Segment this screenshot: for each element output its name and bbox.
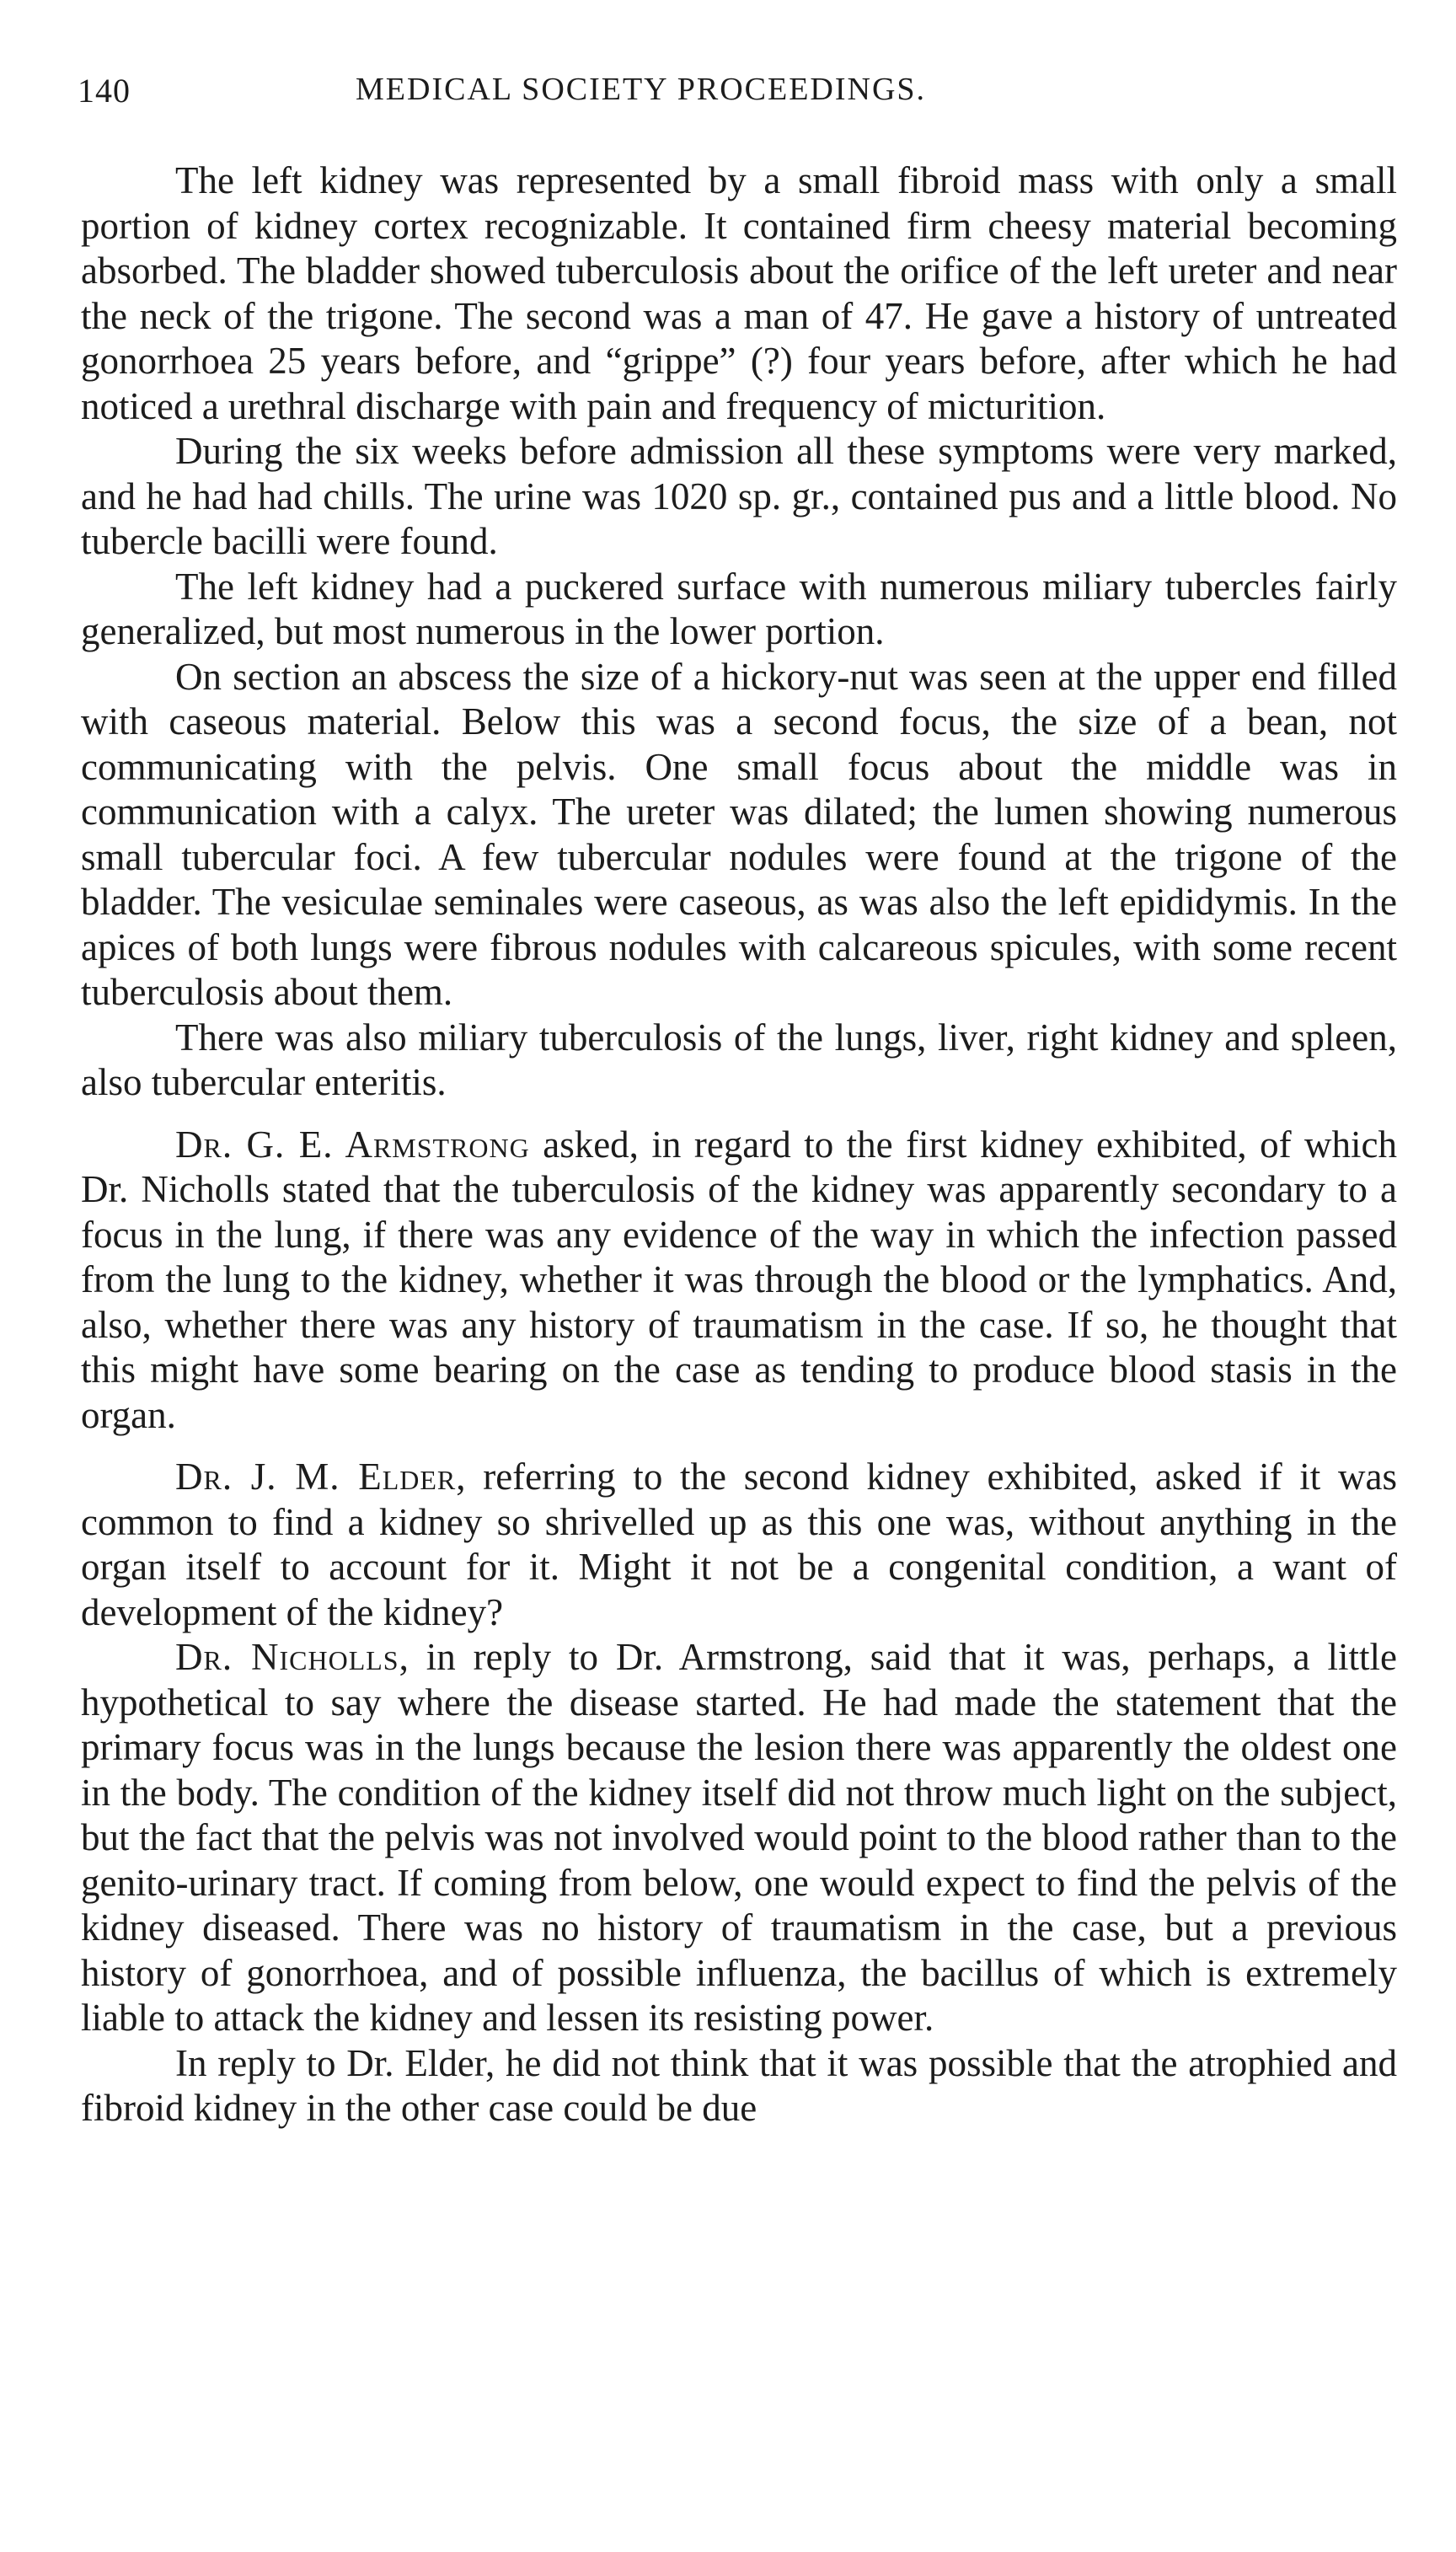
paragraph-text: , in reply to Dr. Armstrong, said that it was, perhaps, a little hypothetical to say where the disease started. He had made the statement that the primary focus was in the lungs because the lesion there was apparently the oldest one in the body. The condition of the kidney itself did not throw much light on the subject, but the fact that the pelvis was not involved would point to the blood rather than to the genito-urinary tract. If coming from below, one would expect to find the pelvis of the kidney diseased. There was no history of traumatism in the case, but a previous history of gonorrhoea, and of possible influenza, the bacillus of which is extremely liable to attack the kidney and lessen its resisting power. — [81, 1636, 1398, 2039]
speaker-name: Dr. G. E. Armstrong — [175, 1123, 530, 1166]
running-head — [78, 71, 1400, 121]
paragraph — [81, 1123, 1397, 1439]
paragraph — [81, 1016, 1397, 1106]
speaker-name: Dr. J. M. Elder — [175, 1456, 457, 1498]
paragraph — [81, 565, 1397, 655]
body-text — [81, 158, 1397, 2131]
paragraph — [81, 1635, 1397, 2041]
page-number: 140 — [78, 72, 131, 110]
paragraph — [81, 158, 1397, 429]
paragraph — [81, 429, 1397, 565]
paragraph — [81, 1455, 1397, 1635]
running-title: MEDICAL SOCIETY PROCEEDINGS. — [356, 72, 927, 107]
paragraph-text: The left kidney was represented by a small fibroid mass with only a small portion of kidney cortex recognizable. It contained firm cheesy material becoming absorbed. The bladder showed tuberculosis about the orifice of the left ureter and near the neck of the trigone. The second was a man of 47. He gave a history of untreated gonorrhoea 25 years before, and “grippe” (?) four years before, after which he had noticed a urethral discharge with pain and frequency of micturition. — [81, 159, 1397, 427]
paragraph-text: The left kidney had a puckered surface with numerous miliary tubercles fairly generalized, but most numerous in the lower portion. — [81, 565, 1397, 652]
paragraph-text: There was also miliary tuberculosis of the lungs, liver, right kidney and spleen, also tubercular enteritis. — [81, 1016, 1397, 1103]
paragraph-text: asked, in regard to the first kidney exhibited, of which Dr. Nicholls stated that the tuberculosis of the kidney was apparently secondary to a focus in the lung, if there was any evidence of the way in which the infection passed from the lung to the kidney, whether it was through the blood or the lymphatics. And, also, whether there was any history of traumatism in the case. If so, he thought that this might have some bearing on the case as tending to produce blood stasis in the organ. — [81, 1123, 1398, 1436]
paragraph-text: On section an abscess the size of a hickory-nut was seen at the upper end filled with caseous material. Below this was a second focus, the size of a bean, not communicating with the pelvis. One small focus about the middle was in communication with a calyx. The ureter was dilated; the lumen showing numerous small tubercular foci. A few tubercular nodules were found at the trigone of the bladder. The vesiculae seminales were caseous, as was also the left epididymis. In the apices of both lungs were fibrous nodules with calcareous spicules, with some recent tuberculosis about them. — [81, 655, 1397, 1013]
paragraph — [81, 655, 1397, 1016]
paragraph-text: During the six weeks before admission all these symptoms were very marked, and he had had chills. The urine was 1020 sp. gr., contained pus and a little blood. No tubercle bacilli were found. — [81, 430, 1397, 562]
paragraph-text: , referring to the second kidney exhibited, asked if it was common to find a kidney so shrivelled up as this one was, without anything in the organ itself to account for it. Might it not be a congenital condition, a want of development of the kidney? — [81, 1456, 1397, 1633]
paragraph — [81, 2041, 1397, 2131]
speaker-name: Dr. Nicholls — [175, 1636, 399, 1678]
paragraph-text: In reply to Dr. Elder, he did not think that it was possible that the atrophied and fibroid kidney in the other case could be due — [81, 2041, 1397, 2129]
